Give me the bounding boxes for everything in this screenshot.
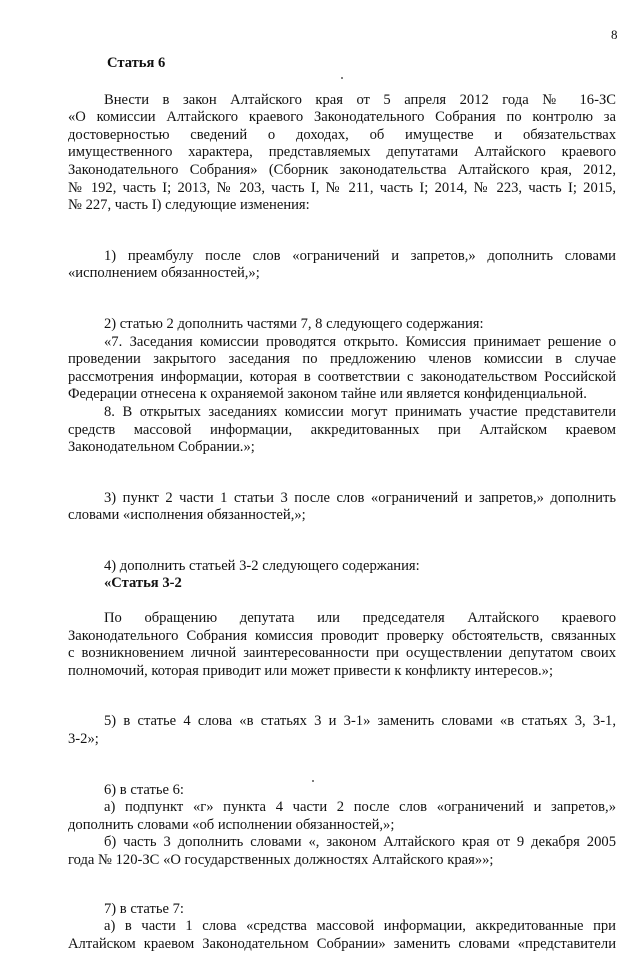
intro-line: имущественного характера, представляемых депутатами Алтайского краевого xyxy=(68,144,616,161)
item-1 xyxy=(68,248,616,283)
new-article-line: полномочий, которая приводит или может привести к конфликту интересов.»; xyxy=(68,662,554,679)
item-line: «исполнением обязанностей,»; xyxy=(68,265,260,282)
part-line: проведении закрытого заседания по предложению членов комиссии в случае xyxy=(68,351,616,368)
new-article-line: Законодательного Собрания комиссия проводит проверку обстоятельств, связанных xyxy=(68,627,616,644)
item-line: 3-2»; xyxy=(68,731,99,748)
intro-paragraph xyxy=(68,92,616,215)
part-line: «7. Заседания комиссии проводятся открыто. Комиссия принимает решение о xyxy=(104,333,616,350)
intro-line: № 227, часть I) следующие изменения: xyxy=(68,197,310,214)
item-7: 7) в статье 7: xyxy=(104,900,184,917)
item-line: 5) в статье 4 слова «в статьях 3 и 3-1» заменить словами «в статьях 3, 3-1, xyxy=(104,713,616,730)
part-line: 8. В открытых заседаниях комиссии могут принимать участие представители xyxy=(104,403,616,420)
article-heading: Статья 6 xyxy=(107,55,166,71)
intro-line: № 192, часть I; 2013, № 203, часть I, № 211, часть I; 2014, № 223, часть I; 2015, xyxy=(68,179,616,196)
item-line: а) подпункт «г» пункта 4 части 2 после слов «ограничений и запретов,» xyxy=(104,799,616,816)
item-4: 4) дополнить статьей 3-2 следующего содержания: xyxy=(104,557,420,574)
part-line: средств массовой информации, аккредитованных при Алтайском краевом xyxy=(68,421,616,438)
part-line: Законодательном Собрании.»; xyxy=(68,439,255,456)
intro-line: достоверностью сведений о доходах, об имуществе и обязательствах xyxy=(68,126,616,143)
item-6: 6) в статье 6: xyxy=(104,781,184,798)
page-number: 8 xyxy=(611,27,618,42)
part-line: Федерации отнесена к охраняемой законом тайне или является конфиденциальной. xyxy=(68,386,587,403)
new-article-heading: «Статья 3-2 xyxy=(104,575,182,592)
item-7a xyxy=(68,918,616,953)
item-line: Алтайском краевом Законодательном Собрании» заменить словами «представители xyxy=(68,935,616,952)
item-6a xyxy=(68,799,616,834)
intro-line: Внести в закон Алтайского края от 5 апреля 2012 года № 16-ЗС xyxy=(104,91,616,108)
item-5 xyxy=(68,713,616,748)
new-article-text xyxy=(68,610,616,680)
part-7 xyxy=(68,334,616,404)
item-line: 3) пункт 2 части 1 статьи 3 после слов «ограничений и запретов,» дополнить xyxy=(104,489,616,506)
part-line: рассмотрения информации, которая в соответствии с законодательством Российской xyxy=(68,368,616,385)
item-6b xyxy=(68,834,616,869)
new-article-line: По обращению депутата или председателя Алтайского краевого xyxy=(104,610,616,627)
item-line: словами «исполнения обязанностей,»; xyxy=(68,507,306,524)
part-8 xyxy=(68,404,616,457)
item-line: б) часть 3 дополнить словами «, законом Алтайского края от 9 декабря 2005 xyxy=(104,834,616,851)
item-line: года № 120-ЗС «О государственных должностях Алтайского края»»; xyxy=(68,852,494,868)
new-article-line: с возникновением личной заинтересованности при осуществлении депутатом своих xyxy=(68,645,616,662)
item-line: дополнить словами «об исполнении обязанностей,»; xyxy=(68,816,395,833)
item-line: а) в части 1 слова «средства массовой информации, аккредитованные при xyxy=(104,918,616,935)
item-3 xyxy=(68,490,616,525)
item-2: 2) статью 2 дополнить частями 7, 8 следующего содержания: xyxy=(104,315,484,332)
intro-line: «О комиссии Алтайского краевого Законодательного Собрания по контролю за xyxy=(68,109,616,126)
item-line: 1) преамбулу после слов «ограничений и запретов,» дополнить словами xyxy=(104,247,616,264)
intro-line: Законодательного Собрания» (Сборник законодательства Алтайского края, 2012, xyxy=(68,161,616,178)
document-body xyxy=(68,55,616,953)
